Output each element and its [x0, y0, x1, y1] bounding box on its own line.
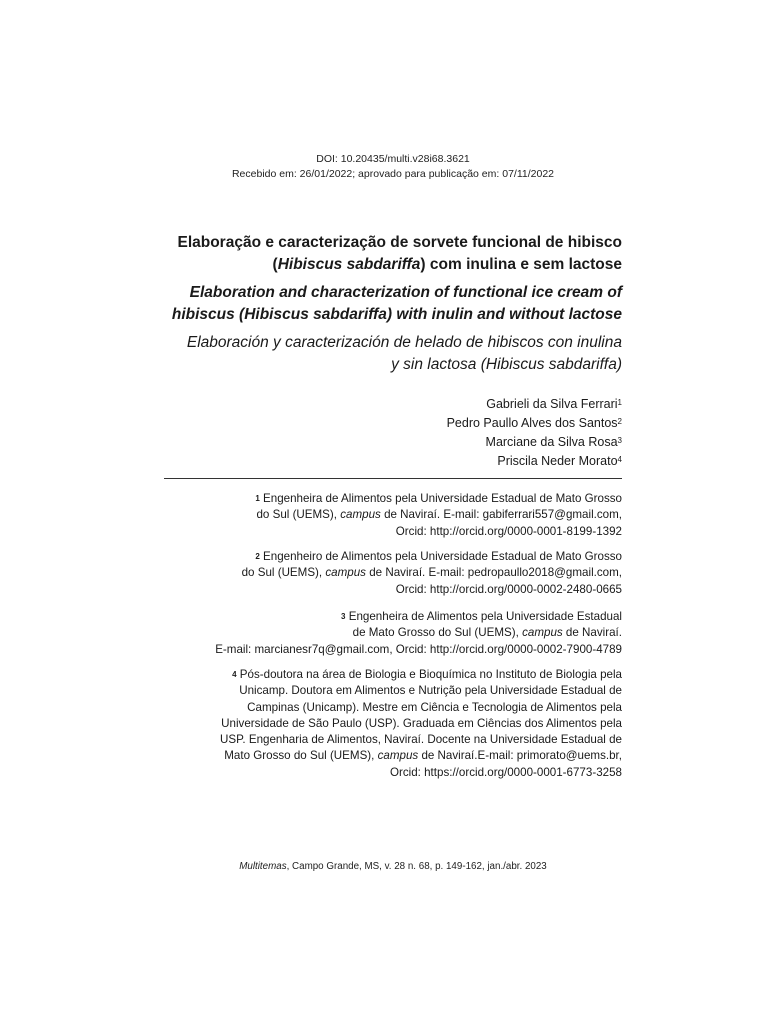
aff-1-orcid: Orcid: http://orcid.org/0000-0001-8199-1392	[395, 524, 622, 538]
aff-4-text6b: campus	[377, 749, 419, 763]
author-3-name: Marciane da Silva Rosa	[485, 435, 618, 449]
aff-1-text2b: campus	[340, 508, 381, 522]
author-4-name: Priscila Neder Morato	[497, 454, 618, 468]
footer-journal: Multitemas	[239, 861, 287, 872]
aff-2-line1	[160, 549, 622, 565]
aff-3-sup: 3	[341, 612, 346, 621]
title-pt-line2	[150, 254, 622, 276]
author-2-name: Pedro Paullo Alves dos Santos	[446, 416, 618, 430]
author-name	[447, 414, 622, 433]
aff-4-orcid: Orcid: https://orcid.org/0000-0001-6773-3258	[389, 765, 622, 779]
aff-1-sup: 1	[255, 494, 260, 503]
aff-1-line2	[160, 507, 622, 523]
author-3-sup: 3	[617, 436, 622, 445]
title-portuguese	[150, 232, 622, 276]
aff-1-text2c: de Naviraí. E-mail: gabiferrari557@gmail.com,	[380, 508, 622, 522]
aff-3-line2	[160, 625, 622, 641]
received-dates: Recebido em: 26/01/2022; aprovado para publicação em: 07/11/2022	[231, 168, 555, 180]
aff-4-line1	[160, 667, 622, 683]
aff-2-text2a: do Sul (UEMS),	[241, 566, 326, 580]
author-1-sup: 1	[617, 398, 622, 407]
aff-4-text6a: Mato Grosso do Sul (UEMS),	[224, 749, 378, 763]
aff-2-sup: 2	[255, 552, 260, 561]
author-4-sup: 4	[617, 455, 622, 464]
aff-2-text2c: de Naviraí. E-mail: pedropaullo2018@gmail.com,	[365, 566, 622, 580]
divider-line	[164, 478, 622, 479]
affiliation-2	[160, 549, 622, 598]
aff-1-line1	[160, 491, 622, 507]
title-pt-line1: Elaboração e caracterização de sorvete funcional de hibisco	[177, 234, 622, 251]
footer-citation	[0, 861, 768, 872]
title-pt-species: Hibiscus sabdariffa	[277, 256, 421, 273]
author-1-name: Gabrieli da Silva Ferrari	[486, 397, 618, 411]
aff-3-text2a: de Mato Grosso do Sul (UEMS),	[352, 626, 523, 640]
aff-4-text5: USP. Engenharia de Alimentos, Naviraí. Docente na Universidade Estadual de	[220, 733, 622, 747]
doi: DOI: 10.20435/multi.v28i68.3621	[316, 153, 470, 165]
aff-4-text4: Universidade de São Paulo (USP). Graduada em Ciências dos Alimentos pela	[221, 716, 622, 730]
title-en-line2: hibiscus (Hibiscus sabdariffa) with inulin and without lactose	[171, 306, 622, 323]
aff-3-text2b: campus	[522, 626, 563, 640]
aff-3-text2c: de Naviraí.	[562, 626, 622, 640]
title-pt-rest: ) com inulina e sem lactose	[420, 256, 622, 273]
aff-1-text1: Engenheira de Alimentos pela Universidade Estadual de Mato Grosso	[263, 492, 622, 505]
aff-2-text2b: campus	[325, 566, 366, 580]
footer-details: , Campo Grande, MS, v. 28 n. 68, p. 149-162, jan./abr. 2023	[286, 861, 547, 872]
title-spanish	[150, 332, 622, 376]
aff-1-text2a: do Sul (UEMS),	[256, 508, 341, 522]
aff-4-line6	[160, 748, 622, 764]
aff-3-contact: E-mail: marcianesr7q@gmail.com, Orcid: http://orcid.org/0000-0002-7900-4789	[215, 642, 622, 656]
author-list	[447, 395, 622, 471]
aff-3-line1	[160, 609, 622, 625]
author-name	[447, 452, 622, 471]
title-es-line1: Elaboración y caracterización de helado de hibiscos con inulina	[186, 334, 622, 351]
aff-2-text1: Engenheiro de Alimentos pela Universidade Estadual de Mato Grosso	[263, 550, 622, 563]
affiliation-1	[160, 491, 622, 540]
aff-2-line2	[160, 565, 622, 581]
title-english	[150, 282, 622, 326]
aff-4-sup: 4	[232, 670, 237, 679]
aff-3-text1: Engenheira de Alimentos pela Universidade Estadual	[348, 610, 622, 623]
aff-4-text6c: de Naviraí.E-mail: primorato@uems.br,	[418, 749, 622, 763]
author-name	[447, 433, 622, 452]
title-es-line2: y sin lactosa (Hibiscus sabdariffa)	[391, 356, 622, 373]
affiliation-3	[160, 609, 622, 658]
author-name	[447, 395, 622, 414]
affiliation-4	[160, 667, 622, 781]
author-2-sup: 2	[617, 417, 622, 426]
aff-4-text2: Unicamp. Doutora em Alimentos e Nutrição pela Universidade Estadual de	[239, 684, 622, 698]
aff-4-text3: Campinas (Unicamp). Mestre em Ciência e Tecnologia de Alimentos pela	[247, 700, 622, 714]
aff-2-orcid: Orcid: http://orcid.org/0000-0002-2480-0665	[395, 582, 622, 596]
aff-4-text1: Pós-doutora na área de Biologia e Bioquímica no Instituto de Biologia pela	[239, 668, 622, 681]
title-pt-paren: (	[272, 256, 278, 273]
title-en-line1: Elaboration and characterization of functional ice cream of	[189, 284, 622, 301]
